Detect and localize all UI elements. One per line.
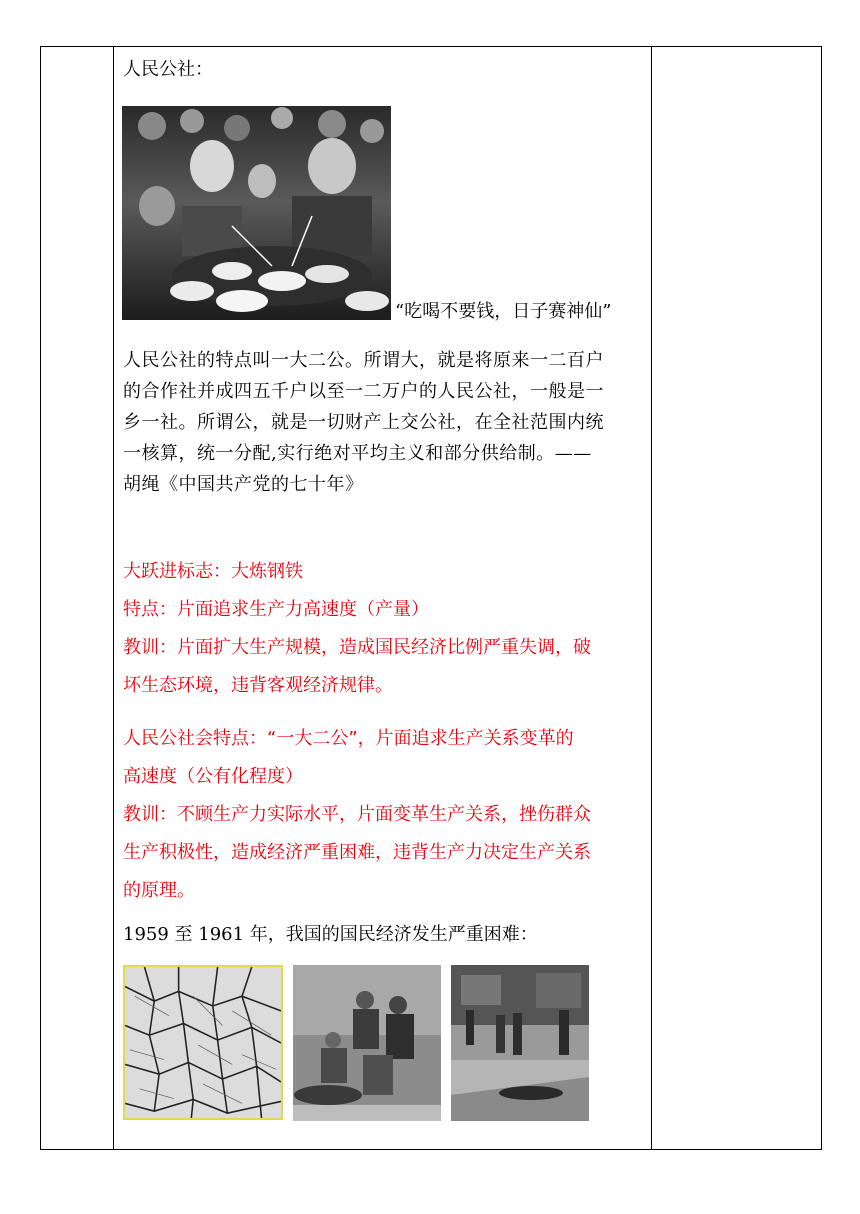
commune-summary-line: 高速度（公有化程度） (123, 766, 303, 787)
great-leap-notes (123, 560, 645, 712)
quote-line: 人民公社的特点叫一大二公。所谓大，就是将原来一二百户 (123, 350, 604, 371)
commune-photo-caption: “吃喝不要钱，日子赛神仙” (395, 301, 612, 322)
commune-summary-line: 教训：不顾生产力实际水平，片面变革生产关系，挫伤群众 (123, 804, 591, 825)
quote-line: 乡一社。所谓公，就是一切财产上交公社，在全社范围内统 (123, 412, 604, 433)
column-divider-left (113, 47, 114, 1149)
great-leap-line: 特点：片面追求生产力高速度（产量） (123, 599, 429, 620)
commune-summary-line: 人民公社会特点：“一大二公”，片面追求生产关系变革的 (123, 728, 574, 749)
cracked-earth-photo (123, 965, 283, 1120)
street-famine-photo (451, 965, 589, 1121)
commune-summary-line: 的原理。 (123, 880, 195, 901)
quote-source: 胡绳《中国共产党的七十年》 (123, 474, 364, 495)
quote-line: 一核算，统一分配,实行绝对平均主义和部分供给制。—— (123, 443, 592, 464)
famine-family-photo (293, 965, 441, 1121)
section-label: 人民公社： (123, 59, 213, 80)
commune-summary-notes (123, 727, 645, 917)
column-divider-right (651, 47, 652, 1149)
commune-summary-line: 生产积极性，造成经济严重困难，违背生产力决定生产关系 (123, 842, 591, 863)
great-leap-line: 教训：片面扩大生产规模，造成国民经济比例严重失调，破 (123, 637, 591, 658)
commune-dining-photo (122, 106, 391, 320)
great-leap-line: 大跃进标志：大炼钢铁 (123, 561, 303, 582)
hardship-heading: 1959 至 1961 年，我国的国民经济发生严重困难： (123, 924, 538, 945)
great-leap-line: 坏生态环境，违背客观经济规律。 (123, 675, 393, 696)
quote-paragraph (123, 349, 645, 504)
quote-line: 的合作社并成四五千户以至一二万户的人民公社，一般是一 (123, 381, 604, 402)
